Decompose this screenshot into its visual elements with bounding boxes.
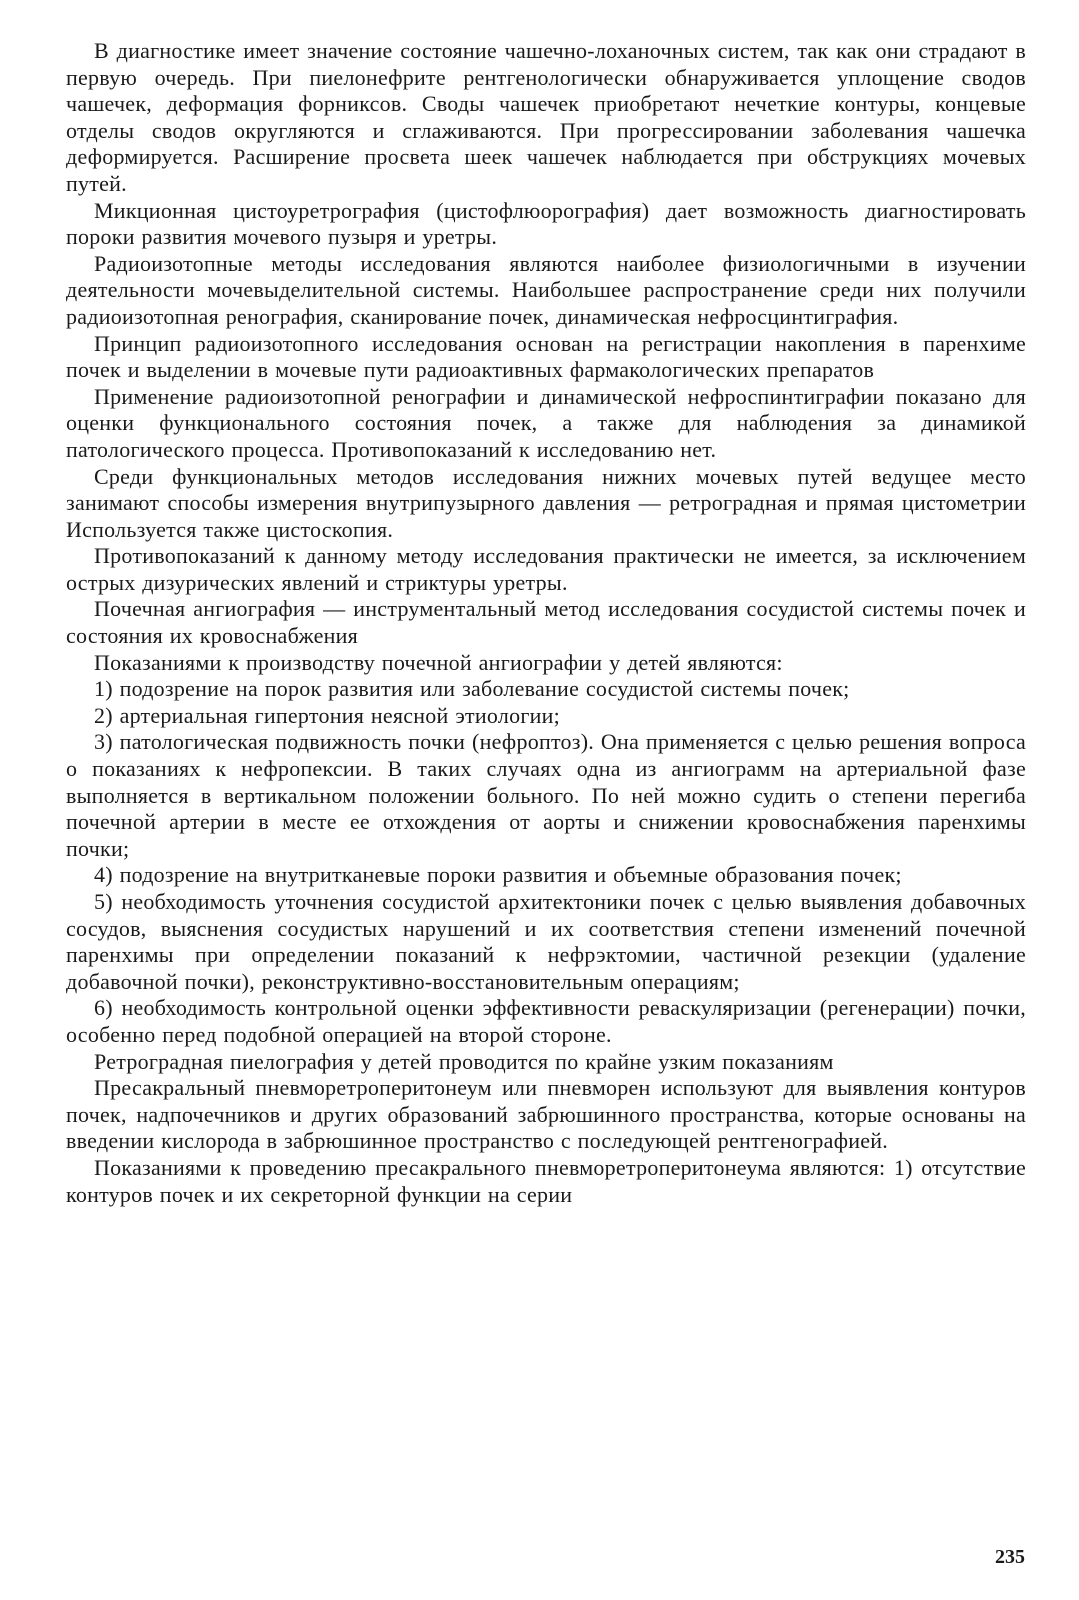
paragraph: Микционная цистоуретрография (цистофлюорография) дает возможность диагностировать пороки развития мочевого пузыря и уретры.	[66, 197, 1026, 250]
paragraph: Радиоизотопные методы исследования являются наиболее физиологичными в изучении деятельности мочевыделительной системы. Наибольшее распространение среди них получили радиоизотопная ренография, сканирование почек, динамическая нефросцинтиграфия.	[66, 250, 1026, 329]
page-text	[66, 38, 1026, 1208]
list-item: 1) подозрение на порок развития или заболевание сосудистой системы почек;	[94, 676, 850, 702]
paragraph: В диагностике имеет значение состояние чашечно-лоханочных систем, так как они страдают в первую очередь. При пиелонефрите рентгенологически обнаруживается уплощение сводов чашечек, деформация форниксов. Своды чашечек приобретают нечеткие контуры, концевые отделы сводов округляются и сглаживаются. При прогрессировании заболевания чашечка деформируется. Расширение просвета шеек чашечек наблюдается при обструкциях мочевых путей.	[66, 38, 1026, 196]
paragraph: Показаниями к производству почечной ангиографии у детей являются:	[94, 649, 783, 675]
list-item: 4) подозрение на внутритканевые пороки развития и объемные образования почек;	[94, 862, 902, 888]
list-item: 5) необходимость уточнения сосудистой архитектоники почек с целью выявления добавочных сосудов, выяснения сосудистых нарушений и их соответствия степени изменений почечной паренхимы при определении показаний к нефрэктомии, частичной резекции (удаление добавочной почки), реконструктивно-восстановительным операциям;	[66, 889, 1026, 994]
paragraph: Среди функциональных методов исследования нижних мочевых путей ведущее место занимают способы измерения внутрипузырного давления — ретроградная и прямая цистометрии Используется также цистоскопия.	[66, 463, 1026, 542]
paragraph: Противопоказаний к данному методу исследования практически не имеется, за исключением острых дизурических явлений и стриктуры уретры.	[66, 543, 1026, 595]
list-item: 2) артериальная гипертония неясной этиологии;	[94, 702, 561, 728]
paragraph: Ретроградная пиелография у детей проводится по крайне узким показаниям	[94, 1048, 834, 1074]
page-number: 235	[995, 1546, 1025, 1568]
paragraph: Применение радиоизотопной ренографии и динамической нефроспинтиграфии показано для оценки функционального состояния почек, а также для наблюдения за динамикой патологического процесса. Противопоказаний к исследованию нет.	[66, 383, 1026, 462]
paragraph: Принцип радиоизотопного исследования основан на регистрации накопления в паренхиме почек и выделении в мочевые пути радиоактивных фармакологических препаратов	[66, 330, 1026, 383]
paragraph: Почечная ангиография — инструментальный метод исследования сосудистой системы почек и состояния их кровоснабжения	[66, 596, 1026, 649]
paragraph: Показаниями к проведению пресакрального пневморетроперитонеума являются: 1) отсутствие контуров почек и их секреторной функции на серии	[66, 1154, 1026, 1207]
list-item: 3) патологическая подвижность почки (нефроптоз). Она применяется с целью решения вопроса о показаниях к нефропексии. В таких случаях одна из ангиограмм на артериальной фазе выполняется в вертикальном положении больного. По ней можно судить о степени перегиба почечной артерии в месте ее отхождения от аорты и снижении кровоснабжения паренхимы почки;	[66, 729, 1026, 861]
list-item: 6) необходимость контрольной оценки эффективности реваскуляризации (регенерации) почки, особенно перед подобной операцией на второй стороне.	[66, 995, 1026, 1047]
paragraph: Пресакральный пневморетроперитонеум или пневморен используют для выявления контуров почек, надпочечников и других образований забрюшинного пространства, которые основаны на введении кислорода в забрюшинное пространство с последующей рентгенографией.	[66, 1075, 1026, 1154]
